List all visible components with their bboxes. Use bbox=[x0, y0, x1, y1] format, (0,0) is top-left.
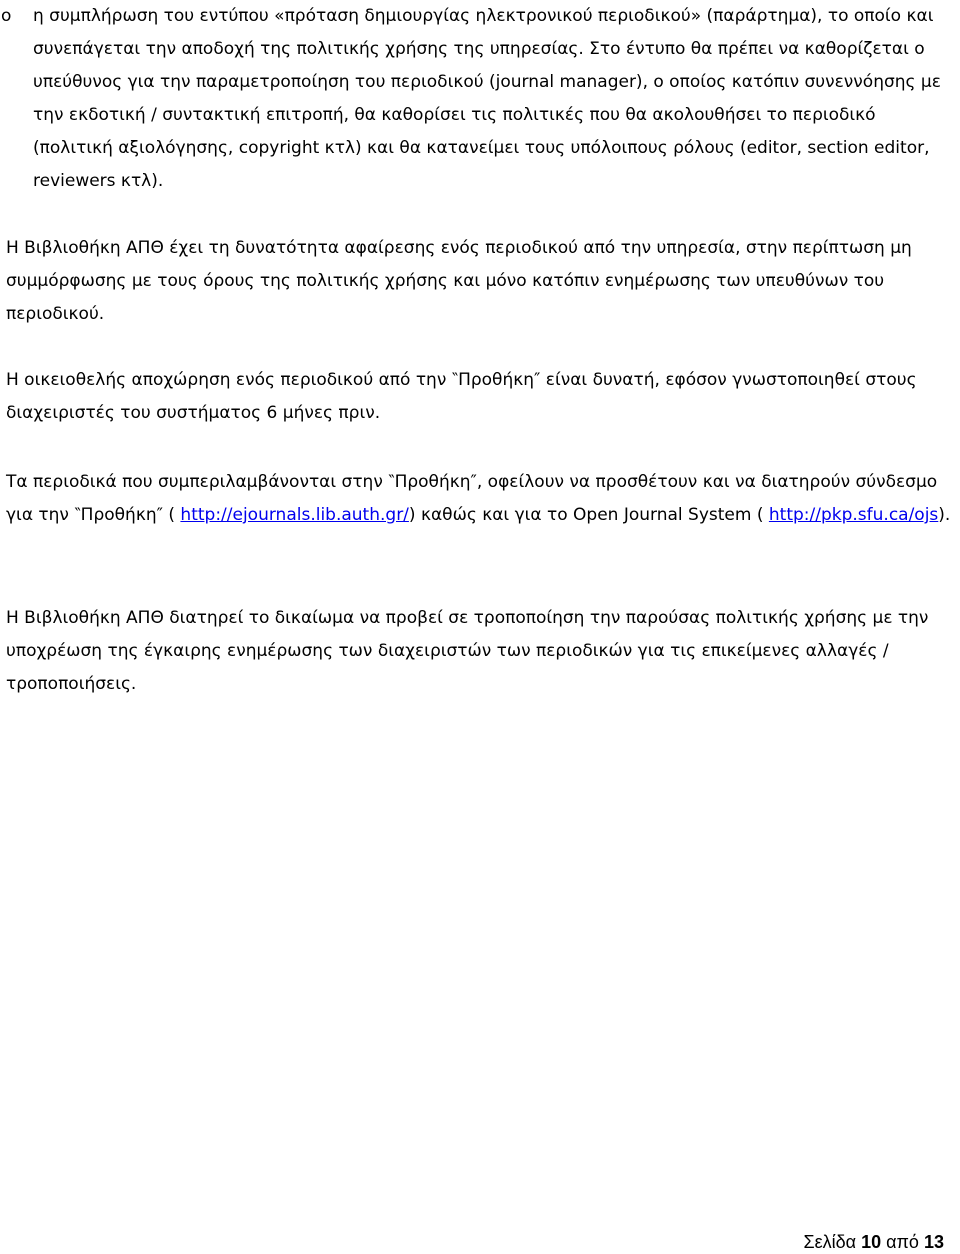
bullet-marker: o bbox=[1, 6, 12, 26]
current-page-number: 10 bbox=[861, 1232, 882, 1252]
paragraph-links bbox=[6, 466, 954, 532]
paragraph-links-text-3: ). bbox=[938, 505, 951, 525]
ojs-link[interactable]: http://pkp.sfu.ca/ojs bbox=[768, 505, 939, 525]
paragraph-modification: Η Βιβλιοθήκη ΑΠΘ διατηρεί το δικαίωμα να προβεί σε τροποποίηση την παρούσας πολιτικής χρήσης με την υποχρέωση της έγκαιρης ενημέρωσης των διαχειριστών των περιοδικών για τις επικείμενες αλλαγές / τροποποιήσεις. bbox=[6, 608, 929, 694]
paragraph-links-text-2: ) καθώς και για το Open Journal System ( bbox=[408, 505, 769, 525]
paragraph-removal: Η Βιβλιοθήκη ΑΠΘ έχει τη δυνατότητα αφαίρεσης ενός περιοδικού από την υπηρεσία, στην περίπτωση μη συμμόρφωσης με τους όρους της πολιτικής χρήσης και μόνο κατόπιν ενημέρωσης των υπευθύνων του περιοδικού. bbox=[6, 238, 912, 324]
of-label: από bbox=[886, 1232, 919, 1252]
paragraph-links-text-1: Τα περιοδικά που συμπεριλαμβάνονται στην ‶Προθήκη″, οφείλουν να προσθέτουν και να διατηρούν σύνδεσμο για την ‶Προθήκη″ ( bbox=[6, 472, 938, 525]
page-label: Σελίδα bbox=[803, 1232, 857, 1252]
ejournals-link[interactable]: http://ejournals.lib.auth.gr/ bbox=[180, 505, 409, 525]
total-pages-number: 13 bbox=[923, 1232, 944, 1252]
bullet-item-text: η συμπλήρωση του εντύπου «πρόταση δημιουργίας ηλεκτρονικού περιοδικού» (παράρτημα), το οποίο και συνεπάγεται την αποδοχή της πολιτικής χρήσης της υπηρεσίας. Στο έντυπο θα πρέπει να καθορίζεται ο υπεύθυνος για την παραμετροποίηση του περιοδικού (journal manager), ο οποίος κατόπιν συνεννόησης με την εκδοτική / συντακτική επιτροπή, θα καθορίσει τις πολιτικές που θα ακολουθήσει το περιοδικό (πολιτική αξιολόγησης, copyright κτλ) και θα κατανείμει τους υπόλοιπους ρόλους (editor, section editor, reviewers κτλ). bbox=[33, 6, 941, 191]
page-number-footer bbox=[803, 1230, 944, 1254]
paragraph-withdrawal: Η οικειοθελής αποχώρηση ενός περιοδικού από την ‶Προθήκη″ είναι δυνατή, εφόσον γνωστοποιηθεί στους διαχειριστές του συστήματος 6 μήνες πριν. bbox=[6, 370, 917, 423]
